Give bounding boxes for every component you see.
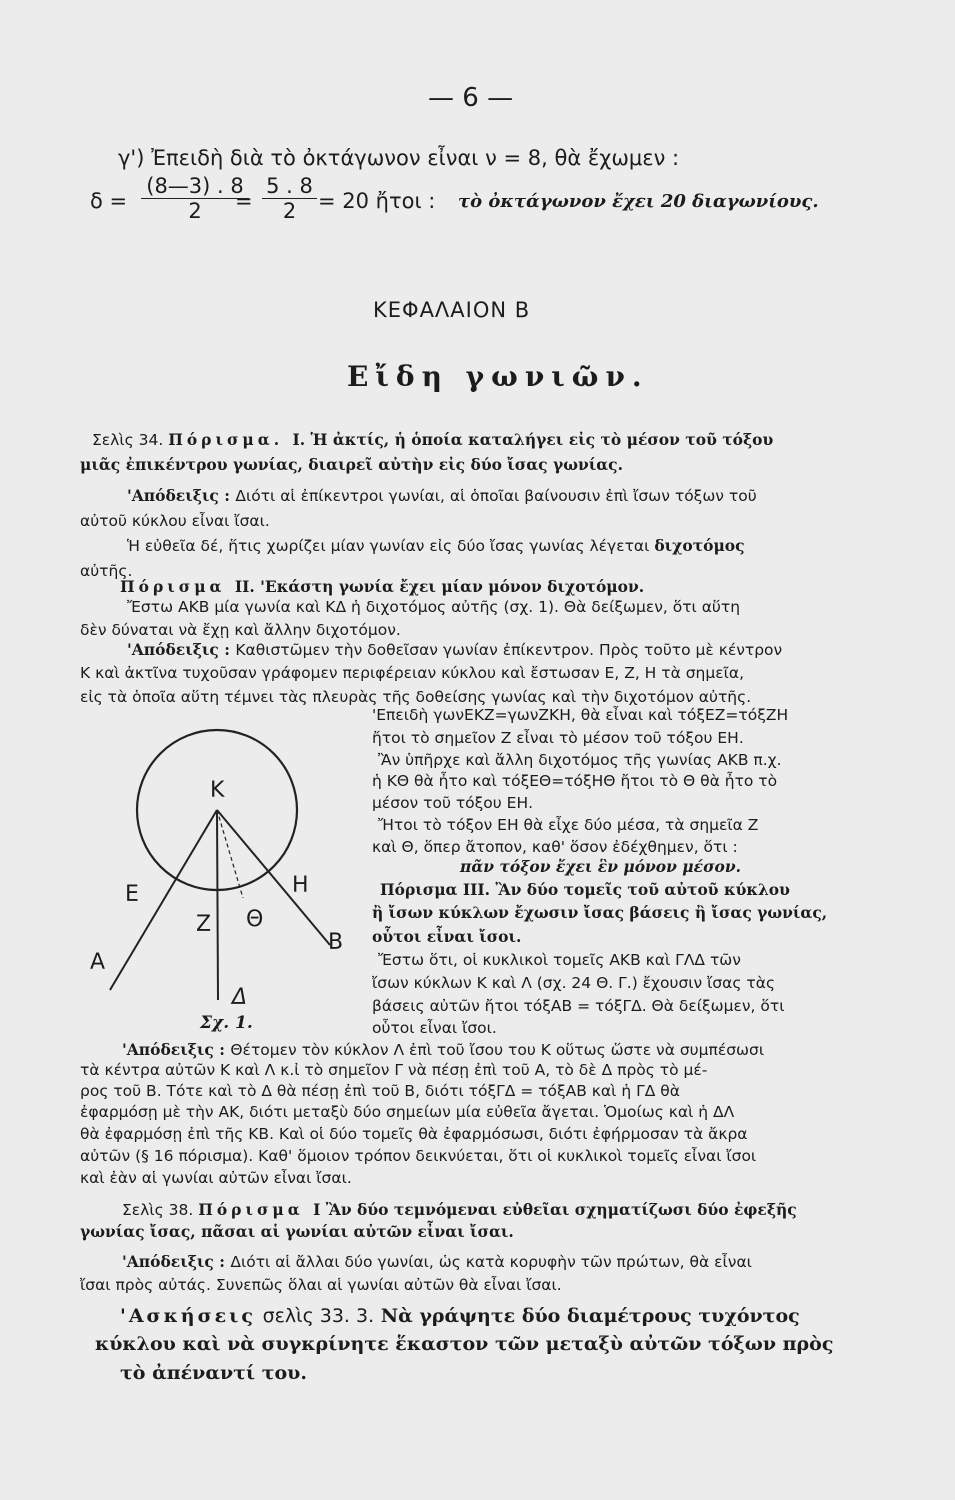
text-span: 'Απόδειξις : <box>127 640 236 659</box>
bisector-KD <box>217 810 218 1000</box>
text-span: Διότι αἱ ἐπίκεντροι γωνίαι, αἱ ὁποῖαι βαίνουσιν ἐπὶ ἴσων τόξων τοῦ <box>235 487 757 505</box>
text-span: αὐτῶν (§ 16 πόρισμα). Καθ' ὅμοιον τρόπον δεικνύεται, ὅτι οἱ κυκλικοὶ τομεῖς εἶναι ἴσοι <box>80 1147 757 1165</box>
text-span: πᾶν τόξον ἔχει ἓν μόνον μέσον. <box>460 857 741 876</box>
exercise-line-3: τὸ ἀπέναντί του. <box>120 1362 307 1384</box>
lower_lines-line <box>80 1060 707 1080</box>
lower_lines-line <box>80 1124 748 1144</box>
label-H: Η <box>292 873 309 898</box>
right_lines-line <box>372 728 744 748</box>
text-span: Διότι αἱ ἄλλαι δύο γωνίαι, ὡς κατὰ κορυφὴν τῶν πρώτων, θὰ εἶναι <box>230 1253 752 1271</box>
text-span: ρος τοῦ Β. Τότε καὶ τὸ Δ θὰ πέσῃ ἐπὶ τοῦ Β, διότι τόξΓΔ = τόξΑΒ καὶ ἡ ΓΔ θὰ <box>80 1082 680 1100</box>
right_lines-line <box>372 903 827 923</box>
text-span: Ἂν ὑπῆρχε καὶ ἄλλη διχοτόμος τῆς γωνίας ΑΚΒ π.χ. <box>378 751 782 769</box>
text-span: Σελὶς 34. <box>92 431 169 449</box>
lines-line <box>80 663 744 683</box>
lines-line <box>120 577 644 597</box>
fraction-2-denominator: 2 <box>262 198 317 223</box>
lower_lines-line <box>80 1081 680 1101</box>
intro-line: γ') Ἐπειδὴ διὰ τὸ ὀκτάγωνον εἶναι ν = 8, θὰ ἔχωμεν : <box>118 146 680 170</box>
text-span: καὶ ἐὰν αἱ γωνίαι αὐτῶν εἶναι ἴσαι. <box>80 1169 352 1187</box>
text-span: οὗτοι εἶναι ἴσοι. <box>372 1019 497 1037</box>
right_lines-line <box>372 927 521 947</box>
lines-line <box>127 597 740 617</box>
text-span: 'Απόδειξις : <box>127 486 236 505</box>
text-span: δὲν δύναται νὰ ἔχῃ καὶ ἄλλην διχοτόμον. <box>80 621 401 639</box>
right_lines-line <box>372 1018 497 1038</box>
equals-2: = 20 ἤτοι : <box>318 189 436 213</box>
fraction-1-numerator: (8—3) . 8 <box>146 174 244 198</box>
fraction-2 <box>262 174 317 223</box>
right_lines-line <box>372 996 784 1016</box>
text-span: ἴσων κύκλων Κ καὶ Λ (σχ. 24 Θ. Γ.) ἔχουσιν ἴσας τὰς <box>372 974 776 992</box>
lines-line <box>80 511 270 531</box>
right_lines-line <box>378 950 741 970</box>
text-span: Ἡ εὐθεῖα δέ, ἥτις χωρίζει μίαν γωνίαν εἰς δύο ἴσας γωνίας λέγεται <box>127 537 655 555</box>
label-A: Α <box>90 950 106 975</box>
chapter-heading: ΚΕΦΑΛΑΙΟΝ Β <box>373 298 531 322</box>
text-span: ἐφαρμόσῃ μὲ τὴν ΑΚ, διότι μεταξὺ δύο σημείων μία εὐθεῖα ἄγεται. Ὁμοίως καὶ ἡ ΔΛ <box>80 1103 735 1121</box>
lines-line <box>80 455 623 475</box>
text-span: βάσεις αὐτῶν ἤτοι τόξΑΒ = τόξΓΔ. Θὰ δείξωμεν, ὅτι <box>372 997 785 1015</box>
lower_lines-line <box>80 1168 352 1188</box>
text-span: Ἤτοι τὸ τόξον ΕΗ θὰ εἶχε δύο μέσα, τὰ σημεῖα Ζ <box>378 816 759 834</box>
lines-line <box>127 536 745 556</box>
fraction-2-numerator: 5 . 8 <box>266 174 313 198</box>
text-span: Πόρισμα. <box>168 430 293 449</box>
label-Theta: Θ <box>246 907 264 932</box>
label-D: Δ <box>232 985 248 1010</box>
exercise-line-2: κύκλου καὶ νὰ συγκρίνητε ἕκαστον τῶν μεταξὺ αὐτῶν τόξων πρὸς <box>95 1333 834 1355</box>
text-span: καὶ Θ, ὅπερ ἄτοπον, καθ' ὅσον ἐδέχθημεν, ὅτι : <box>372 838 738 856</box>
lower_lines-line <box>122 1200 797 1220</box>
label-Z: Ζ <box>196 912 212 937</box>
right_lines-line <box>372 837 738 857</box>
text-span: 'Απόδειξις : <box>122 1252 231 1271</box>
text-span: 'Απόδειξις : <box>122 1040 231 1059</box>
line-KTheta <box>217 810 243 898</box>
exercise-line-1 <box>120 1303 800 1329</box>
right_lines-line <box>372 771 777 791</box>
right_lines-line <box>380 880 790 900</box>
text-span: ἤτοι τὸ σημεῖον Ζ εἶναι τὸ μέσον τοῦ τόξου ΕΗ. <box>372 729 744 747</box>
intro-result: τὸ ὀκτάγωνον ἔχει 20 διαγωνίους. <box>458 191 819 212</box>
lines-line <box>80 687 751 707</box>
label-E: Ε <box>125 882 139 907</box>
delta-symbol: δ = <box>90 189 128 213</box>
text-span: ΙΙ. 'Εκάστη γωνία ἔχει μίαν μόνον διχοτόμον. <box>234 577 645 596</box>
fraction-1-denominator: 2 <box>141 198 249 223</box>
lower_lines-line <box>80 1222 514 1242</box>
text-span: γωνίας ἴσας, πᾶσαι αἱ γωνίαι αὐτῶν εἶναι ἴσαι. <box>80 1222 514 1241</box>
label-K: Κ <box>210 778 225 803</box>
text-span: ἡ ΚΘ θὰ ἦτο καὶ τόξΕΘ=τόξΗΘ ἤτοι τὸ Θ θὰ ἦτο τὸ <box>372 772 778 790</box>
text-span: 'Επειδὴ γωνΕΚΖ=γωνΖΚΗ, θὰ εἶναι καὶ τόξΕΖ=τόξΖΗ <box>372 706 789 724</box>
text-span: ἴσαι πρὸς αὐτάς. Συνεπῶς ὅλαι αἱ γωνίαι αὐτῶν θὰ εἶναι ἴσαι. <box>80 1276 562 1294</box>
text-span: μέσον τοῦ τόξου ΕΗ. <box>372 794 534 812</box>
lines-line <box>127 486 757 506</box>
lines-line <box>80 620 401 640</box>
text-span: Ἔστω ὅτι, οἱ κυκλικοὶ τομεῖς ΑΚΒ καὶ ΓΛΔ τῶν <box>378 951 741 969</box>
lower_lines-line <box>122 1252 752 1272</box>
right_lines-line <box>372 705 788 725</box>
figure-caption: Σχ. 1. <box>200 1013 253 1033</box>
text-span: Πόρισμα <box>198 1200 314 1219</box>
text-span: Κ καὶ ἀκτῖνα τυχοῦσαν γράφομεν περιφέρειαν κύκλου καὶ ἔστωσαν Ε, Ζ, Η τὰ σημεῖα, <box>80 664 745 682</box>
text-span: μιᾶς ἐπικέντρου γωνίας, διαιρεῖ αὐτὴν εἰς δύο ἴσας γωνίας. <box>80 455 624 474</box>
equals-1: = <box>235 189 253 213</box>
text-span: Πόρισμα ΙΙΙ. Ἂν δύο τομεῖς τοῦ αὐτοῦ κύκλου <box>380 880 790 899</box>
text-span: Σελὶς 38. <box>122 1201 199 1219</box>
text-span: αὐτοῦ κύκλου εἶναι ἴσαι. <box>80 512 270 530</box>
text-span: Πόρισμα <box>120 577 235 596</box>
text-span: αὐτῆς. <box>80 562 133 580</box>
exercise-text-1: Νὰ γράψητε δύο διαμέτρους τυχόντος <box>380 1305 800 1327</box>
text-span: Ι. Ἡ ἀκτίς, ἡ ὁποία καταλήγει εἰς τὸ μέσον τοῦ τόξου <box>292 430 774 449</box>
lower_lines-line <box>80 1146 756 1166</box>
right_lines-line <box>372 793 533 813</box>
text-span: Ἔστω ΑΚΒ μία γωνία καὶ ΚΔ ἡ διχοτόμος αὐτῆς (σχ. 1). Θὰ δείξωμεν, ὅτι αὕτη <box>127 598 741 616</box>
text-span: τὰ κέντρα αὐτῶν Κ καὶ Λ κ.ἰ τὸ σημεῖον Γ νὰ πέσῃ ἐπὶ τοῦ Α, τὸ δὲ Δ πρὸς τὸ μέ- <box>80 1061 708 1079</box>
exercise-heading: 'Ασκήσεις <box>120 1305 256 1327</box>
text-span: Καθιστῶμεν τὴν δοθεῖσαν γωνίαν ἐπίκεντρον. Πρὸς τοῦτο μὲ κέντρον <box>235 641 783 659</box>
right_lines-line <box>378 750 782 770</box>
side-KB <box>217 810 330 945</box>
label-B: Β <box>328 930 344 955</box>
lower_lines-line <box>80 1102 734 1122</box>
text-span: εἰς τὰ ὁποῖα αὕτη τέμνει τὰς πλευρὰς τῆς δοθείσης γωνίας καὶ τὴν διχοτόμον αὐτῆς. <box>80 688 752 706</box>
exercise-ref: σελὶς 33. 3. <box>262 1305 375 1327</box>
right_lines-line <box>378 815 758 835</box>
text-span: Θέτομεν τὸν κύκλον Λ ἐπὶ τοῦ ἴσου του Κ οὕτως ὥστε νὰ συμπέσωσι <box>230 1041 765 1059</box>
lines-line <box>92 430 773 450</box>
text-span: θὰ ἐφαρμόσῃ ἐπὶ τῆς ΚΒ. Καὶ οἱ δύο τομεῖς θὰ ἐφαρμόσωσι, διότι ἐφήρμοσαν τὰ ἄκρα <box>80 1125 748 1143</box>
lower_lines-line <box>122 1040 764 1060</box>
lines-line <box>127 640 782 660</box>
text-span: Ι Ἂν δύο τεμνόμεναι εὐθεῖαι σχηματίζωσι δύο ἐφεξῆς <box>313 1200 797 1219</box>
right_lines-line <box>460 857 741 877</box>
text-span: ἢ ἴσων κύκλων ἔχωσιν ἴσας βάσεις ἢ ἴσας γωνίας, <box>372 903 828 922</box>
text-span: διχοτόμος <box>654 536 745 555</box>
right_lines-line <box>372 973 775 993</box>
page-number: — 6 — <box>428 83 514 113</box>
page-title: Εἴδη γωνιῶν. <box>347 360 649 393</box>
figure-1 <box>80 720 380 1040</box>
lower_lines-line <box>80 1275 562 1295</box>
text-span: οὗτοι εἶναι ἴσοι. <box>372 927 522 946</box>
